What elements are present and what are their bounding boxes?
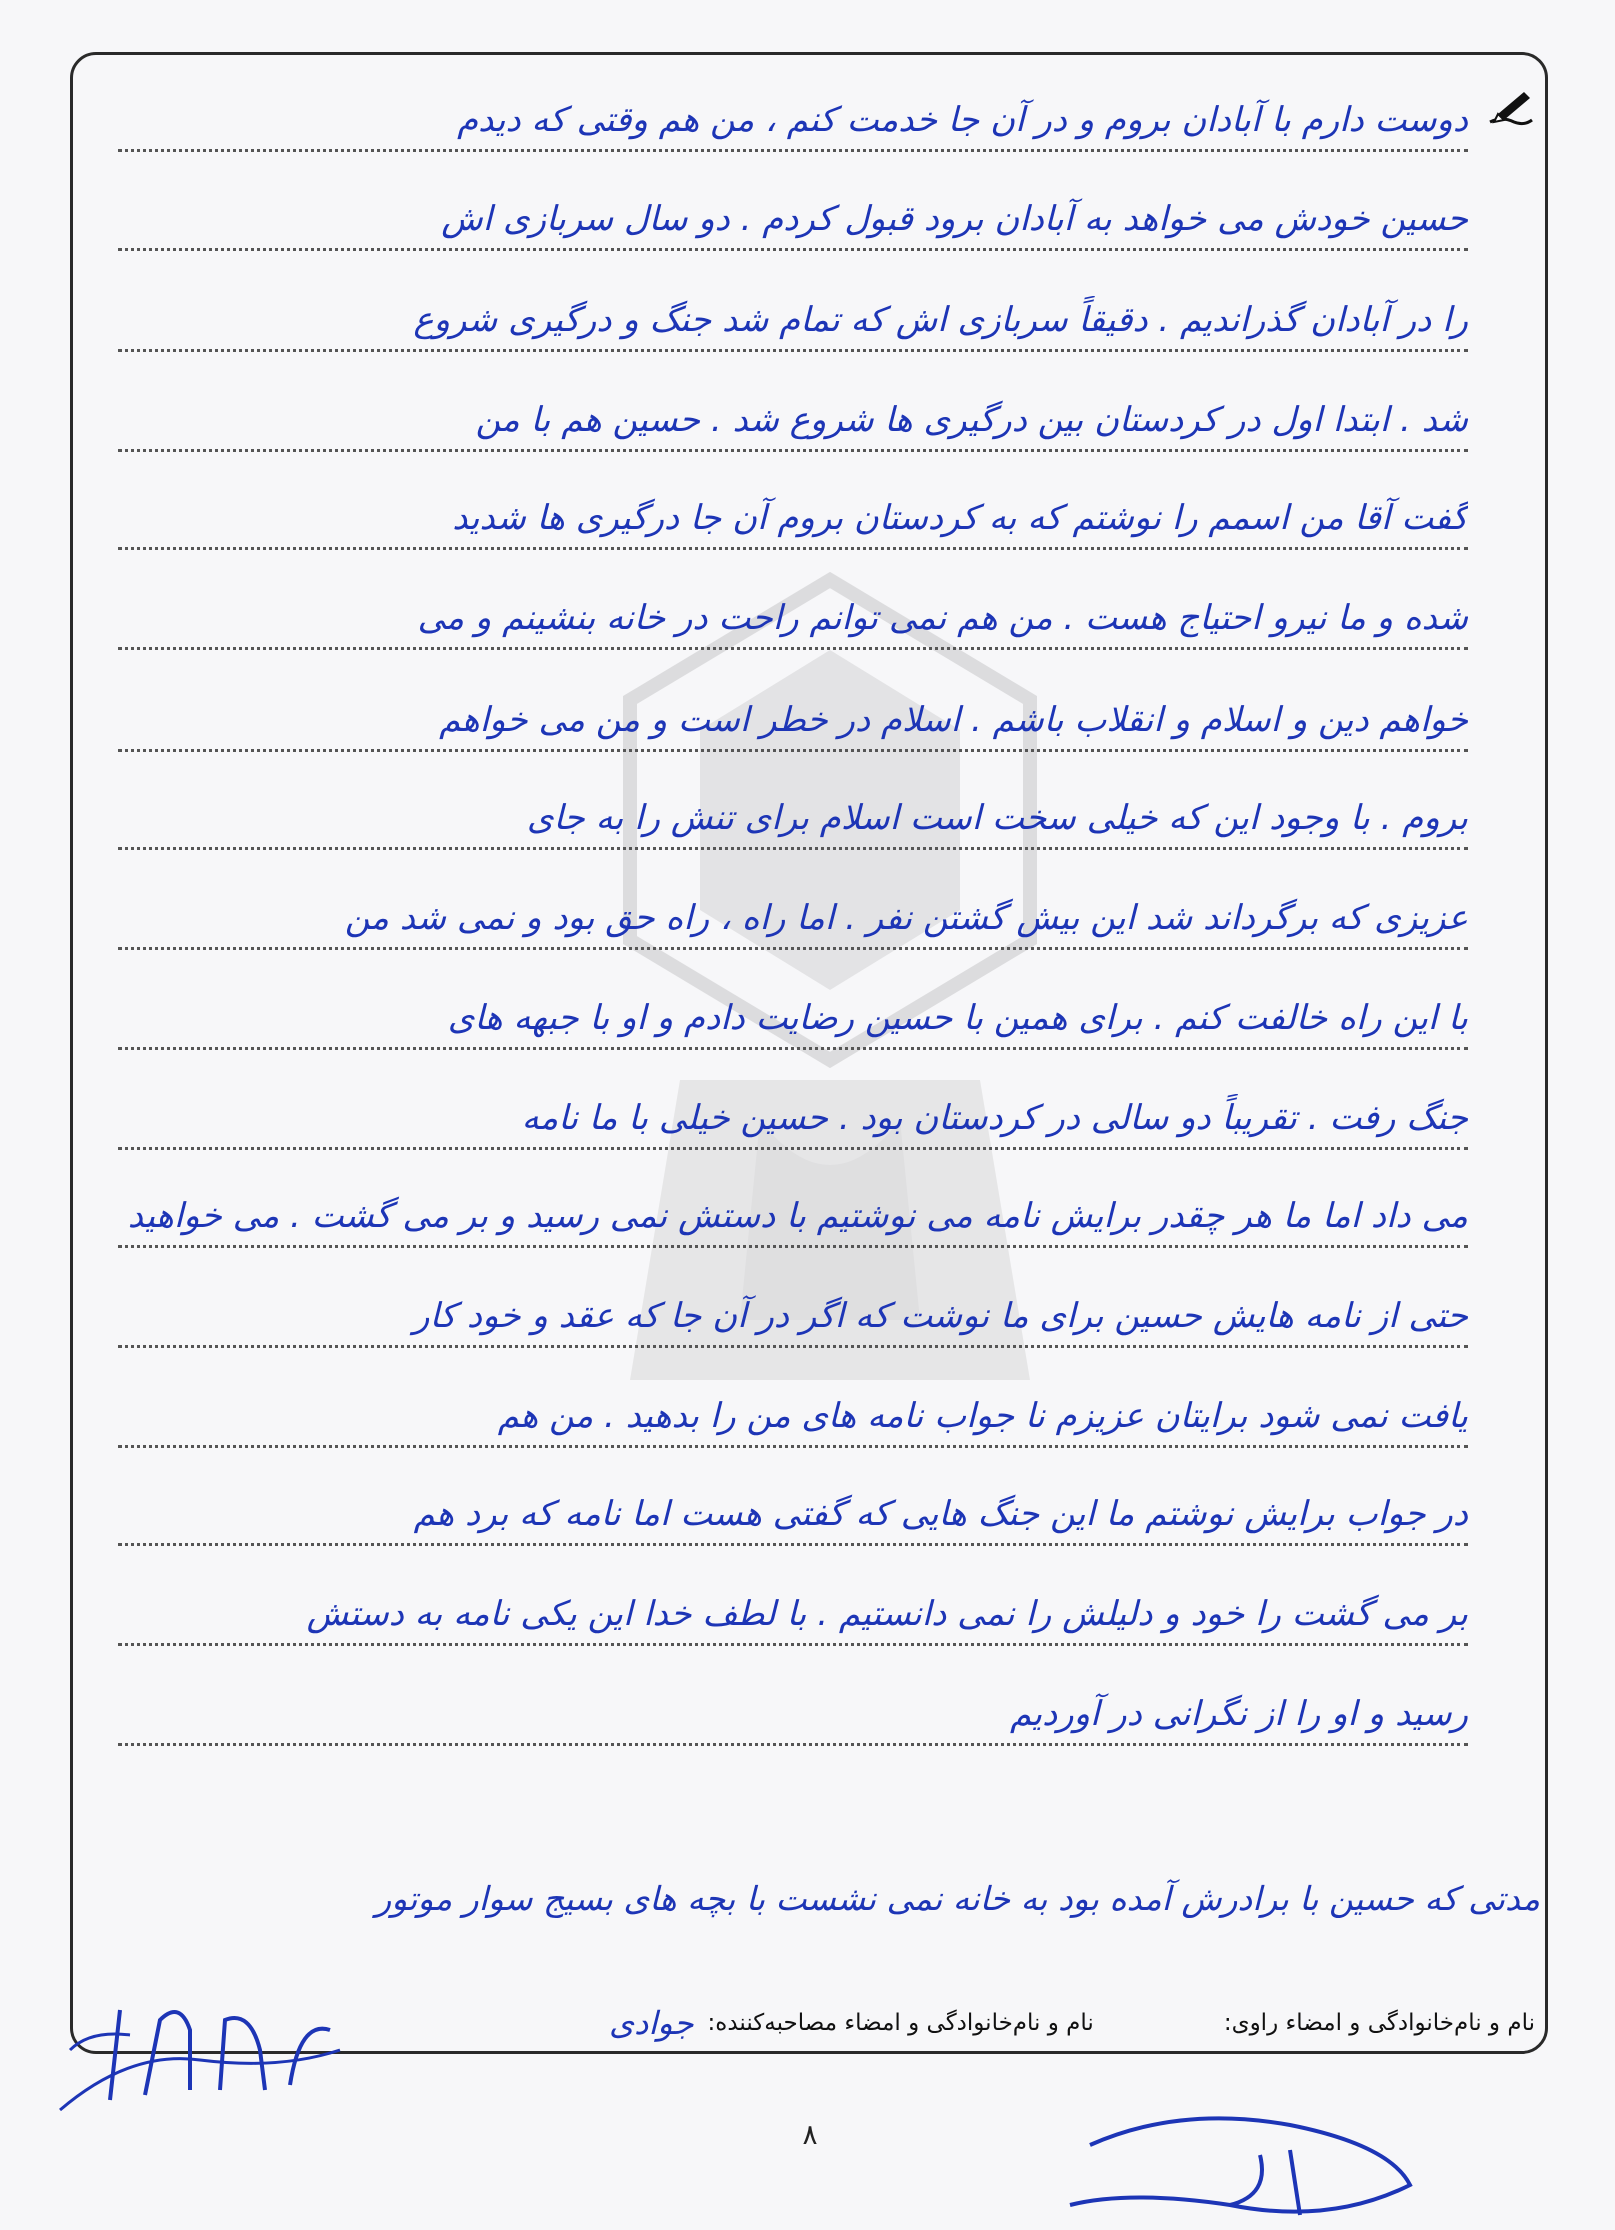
handwritten-line: خواهم دین و اسلام و انقلاب باشم . اسلام در خطر است و من می خواهم	[439, 700, 1468, 740]
handwritten-line: یافت نمی شود برایتان عزیزم نا جواب نامه های من را بدهید . من هم	[497, 1396, 1468, 1436]
handwritten-line: شد . ابتدا اول در کردستان بین درگیری ها شروع شد . حسین هم با من	[475, 400, 1468, 440]
line-row	[118, 62, 1468, 166]
line-row	[118, 960, 1468, 1064]
handwritten-closing-line: مدتی که حسین با برادرش آمده بود به خانه نمی نشست با بچه های بسیج سوار موتور	[375, 1879, 1540, 1918]
line-row	[118, 860, 1468, 964]
line-row	[118, 1060, 1468, 1164]
handwritten-line: جنگ رفت . تقریباً دو سالی در کردستان بود . حسین خیلی با ما نامه	[521, 1098, 1468, 1138]
line-row	[118, 362, 1468, 466]
line-row	[118, 161, 1468, 265]
handwritten-line: عزیزی که برگرداند شد این بیش گشتن نفر . اما راه ، راه حق بود و نمی شد من	[344, 898, 1468, 938]
handwritten-line: دوست دارم با آبادان بروم و در آن جا خدمت کنم ، من هم وقتی که دیدم	[457, 100, 1468, 140]
interviewee-signature	[50, 1990, 350, 2130]
page-number: ۸	[802, 2118, 818, 2151]
line-row	[118, 760, 1468, 864]
line-row	[118, 1656, 1468, 1760]
handwritten-line: در جواب برایش نوشتم ما این جنگ هایی که گفتی هست اما نامه که برد هم	[413, 1494, 1468, 1534]
handwritten-line: می داد اما ما هر چقدر برایش نامه می نوشتیم با دستش نمی رسید و بر می گشت . می خواهید	[127, 1196, 1468, 1236]
handwritten-line: شده و ما نیرو احتیاج هست . من هم نمی توانم راحت در خانه بنشینم و می	[417, 598, 1468, 638]
handwritten-line: بر می گشت را خود و دلیلش را نمی دانستیم . با لطف خدا این یکی نامه به دستش	[306, 1594, 1468, 1634]
signature-mark	[1030, 2085, 1430, 2230]
line-row	[118, 1556, 1468, 1660]
line-row	[118, 662, 1468, 766]
handwritten-line: بروم . با وجود این که خیلی سخت است اسلام برای تنش را به جای	[526, 798, 1468, 838]
line-row	[118, 560, 1468, 664]
handwritten-line: را در آبادان گذراندیم . دقیقاً سربازی اش که تمام شد جنگ و درگیری شروع	[413, 300, 1468, 340]
handwritten-line: رسید و او را از نگرانی در آوردیم	[1009, 1694, 1468, 1734]
line-row	[118, 262, 1468, 366]
line-row	[118, 1358, 1468, 1462]
signature-footer	[320, 1998, 1535, 2048]
line-row	[118, 1258, 1468, 1362]
line-row	[118, 1456, 1468, 1560]
handwritten-line: گفت آقا من اسمم را نوشتم که به کردستان بروم آن جا درگیری ها شدید	[452, 498, 1468, 538]
interviewer-label: نام و نام‌خانوادگی و امضاء مصاحبه‌کننده:	[707, 2010, 1094, 2036]
interviewer-name: جوادی	[609, 2004, 694, 2042]
handwritten-line: حتی از نامه هایش حسین برای ما نوشت که اگر در آن جا که عقد و خود کار	[413, 1296, 1468, 1336]
interviewee-label: نام و نام‌خانوادگی و امضاء راوی:	[1223, 2010, 1535, 2036]
line-row	[118, 460, 1468, 564]
handwritten-line: حسین خودش می خواهد به آبادان برود قبول کردم . دو سال سربازی اش	[441, 199, 1468, 239]
line-row	[118, 1158, 1468, 1262]
handwritten-line: با این راه خالفت کنم . برای همین با حسین رضایت دادم و او با جبهه های	[447, 998, 1468, 1038]
